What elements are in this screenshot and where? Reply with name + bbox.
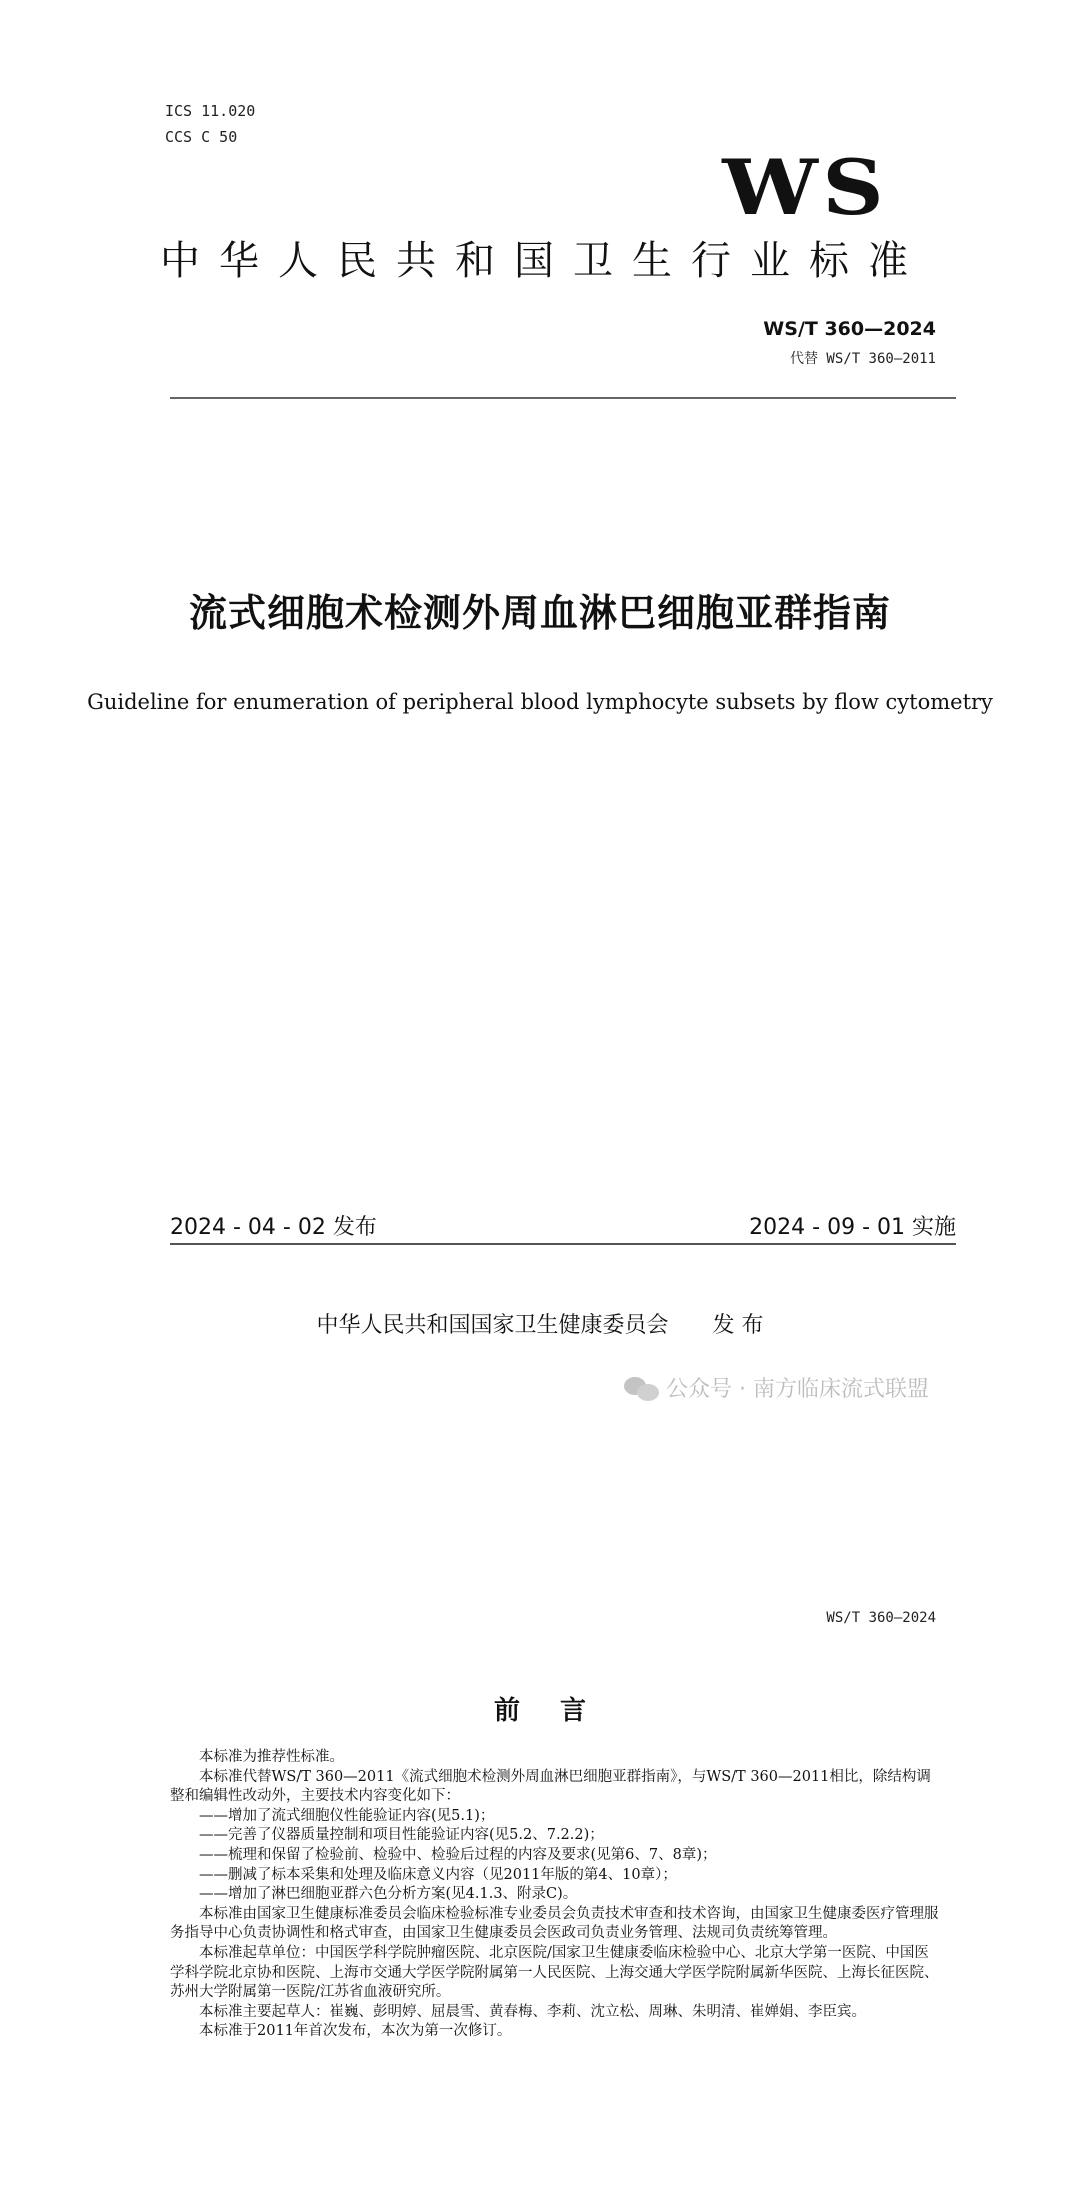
list-item: ——增加了淋巴细胞亚群六色分析方案(见4.1.3、附录C)。 (199, 1886, 578, 1903)
list-item: ——梳理和保留了检验前、检验中、检验后过程的内容及要求(见第6、7、8章)； (199, 1846, 717, 1863)
org-title: 中华人民共和国卫生行业标准 (160, 238, 927, 284)
ws-logo: WS (721, 143, 888, 232)
footer-divider (170, 1243, 956, 1245)
ccs-code: CCS C 50 (165, 128, 238, 146)
foreword-title: 前言 (493, 1696, 626, 1726)
watermark-text: 公众号 · 南方临床流式联盟 (666, 1377, 929, 1402)
paragraph: 本标准主要起草人：崔巍、彭明婷、屈晨雪、黄春梅、李莉、沈立松、周琳、朱明清、崔婵娟、李臣宾。 (199, 2003, 866, 2020)
issuer-name: 中华人民共和国国家卫生健康委员会 (316, 1313, 669, 1338)
list-item: ——增加了流式细胞仪性能验证内容(见5.1)； (199, 1807, 495, 1824)
issuer (0, 1308, 1080, 1339)
list-item: ——完善了仪器质量控制和项目性能验证内容(见5.2、7.2.2)； (199, 1827, 604, 1844)
paragraph: 本标准由国家卫生健康标准委员会临床检验标准专业委员会负责技术审查和技术咨询，由国家卫生健康委医疗管理服务指导中心负责协调性和格式审查，由国家卫生健康委员会医政司负责业务管理、法规司负责统筹管理。 (170, 1905, 939, 1942)
english-title: Guideline for enumeration of peripheral blood lymphocyte subsets by flow cytometry (87, 690, 993, 714)
paragraph: 本标准起草单位：中国医学科学院肿瘤医院、北京医院/国家卫生健康委临床检验中心、北京大学第一医院、中国医学科学院北京协和医院、上海市交通大学医学院附属第一人民医院、上海交通大学医学院附属新华医院、上海长征医院、苏州大学附属第一医院/江苏省血液研究所。 (170, 1944, 939, 2001)
publish-date: 2024 - 04 - 02 发布 (170, 1215, 377, 1240)
header-divider (170, 397, 956, 399)
classification-codes (165, 98, 255, 150)
paragraph: 本标准为推荐性标准。 (199, 1749, 344, 1765)
list-item: ——删减了标本采集和处理及临床意义内容（见2011年版的第4、10章）； (199, 1866, 677, 1883)
ics-code: ICS 11.020 (165, 102, 256, 120)
foreword-body (170, 1748, 940, 2042)
page-code: WS/T 360—2024 (826, 1610, 936, 1626)
replaces-standard: 代替 WS/T 360—2011 (789, 351, 936, 367)
wechat-icon (624, 1375, 660, 1401)
standard-number: WS/T 360—2024 (763, 318, 936, 340)
paragraph: 本标准于2011年首次发布，本次为第一次修订。 (199, 2023, 512, 2040)
effective-date: 2024 - 09 - 01 实施 (749, 1215, 956, 1240)
chinese-title: 流式细胞术检测外周血淋巴细胞亚群指南 (188, 591, 891, 635)
paragraph: 本标准代替WS/T 360—2011《流式细胞术检测外周血淋巴细胞亚群指南》，与WS/T 360—2011相比，除结构调整和编辑性改动外，主要技术内容变化如下： (170, 1768, 931, 1805)
issuer-action: 发 布 (712, 1313, 764, 1338)
watermark (624, 1372, 929, 1403)
